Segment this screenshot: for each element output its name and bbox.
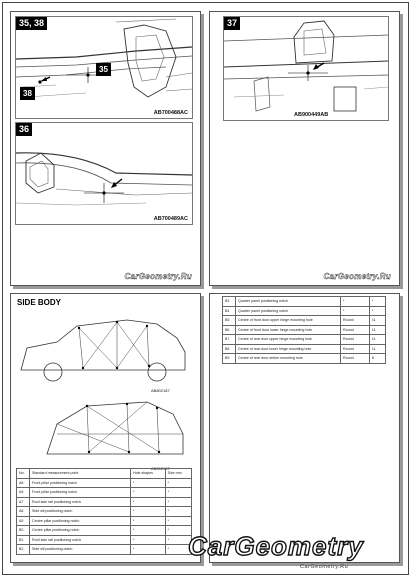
table-row (17, 516, 192, 526)
side-body-diagram-1 (17, 308, 193, 388)
cell: Front pillar positioning notch (30, 478, 131, 488)
table-row (17, 507, 192, 517)
cell: B1 (17, 535, 30, 545)
cell: * (165, 488, 191, 498)
table-row (17, 488, 192, 498)
table-header (17, 469, 192, 479)
table-row (223, 344, 386, 354)
table-header-cell: Standard measurement point (30, 469, 131, 479)
cell: * (131, 478, 166, 488)
cell: Quarter panel positioning notch (236, 306, 341, 316)
table-row (223, 335, 386, 345)
table-row (223, 325, 386, 335)
cell: * (131, 507, 166, 517)
figure-ref: AB700488AC (153, 110, 188, 116)
table-row (17, 535, 192, 545)
cell: * (131, 545, 166, 555)
cell: Round (341, 335, 370, 345)
cell: 11 (369, 325, 385, 335)
brand-logo: CarGeometry (188, 531, 364, 561)
cell: 11 (369, 316, 385, 326)
cell: * (131, 526, 166, 536)
cell: A8 (17, 507, 30, 517)
cell: Roof side rail positioning notch (30, 535, 131, 545)
cell: Centre of rear door lower hinge mounting hole (236, 344, 341, 354)
table-row (223, 297, 386, 307)
cell: * (131, 488, 166, 498)
figure-36 (15, 122, 193, 225)
label-38: 38 (20, 87, 35, 100)
cell: Centre pillar positioning notch (30, 526, 131, 536)
cell: 8 (369, 354, 385, 364)
cell: B5 (223, 316, 236, 326)
body-structure-drawing (224, 17, 388, 120)
table-row (17, 478, 192, 488)
table-row (223, 354, 386, 364)
cell: * (369, 297, 385, 307)
watermark: CarGeometry.Ru (124, 272, 192, 281)
cell: A8 (17, 478, 30, 488)
cell: Round (341, 325, 370, 335)
manual-page-4 (209, 293, 400, 563)
measurement-table (16, 468, 192, 555)
table-header-cell: Size mm (165, 469, 191, 479)
cell: * (341, 306, 370, 316)
cell: * (165, 545, 191, 555)
cell: Centre of rear door upper hinge mounting hole (236, 335, 341, 345)
cell: Round (341, 316, 370, 326)
cell: A9 (17, 488, 30, 498)
cell: * (165, 497, 191, 507)
cell: * (165, 507, 191, 517)
figure-37 (223, 16, 389, 121)
cell: B0 (17, 526, 30, 536)
cell: B6 (223, 325, 236, 335)
figure-tag: 35, 38 (16, 17, 47, 30)
cell: 11 (369, 335, 385, 345)
cell: * (369, 306, 385, 316)
cell: * (165, 478, 191, 488)
cell: Centre of front door upper hinge mounting hole (236, 316, 341, 326)
table-row (17, 526, 192, 536)
cell: * (165, 516, 191, 526)
cell: B9 (223, 354, 236, 364)
cell: B3 (223, 297, 236, 307)
body-structure-drawing (16, 123, 192, 224)
cell: A9 (17, 516, 30, 526)
cell: Roof side rail positioning notch (30, 497, 131, 507)
figure-ref: AB802187 (151, 466, 170, 471)
manual-page-2 (209, 11, 400, 286)
cell: Round (341, 354, 370, 364)
cell: Centre pillar positioning notch (30, 516, 131, 526)
watermark: CarGeometry.Ru (323, 272, 391, 281)
figure-ref: AB900449AB (294, 112, 329, 118)
figure-tag: 36 (16, 123, 32, 136)
side-body-diagram-2 (17, 394, 193, 466)
cell: B8 (223, 344, 236, 354)
figure-35-38 (15, 16, 193, 119)
cell: B7 (223, 335, 236, 345)
table-row (17, 497, 192, 507)
manual-page-3 (10, 293, 201, 563)
cell: A7 (17, 497, 30, 507)
cell: * (131, 497, 166, 507)
cell: Centre of front door lower hinge mounting hole (236, 325, 341, 335)
label-35: 35 (96, 63, 111, 76)
cell: B4 (223, 306, 236, 316)
measurement-table (222, 296, 386, 364)
cell: Round (341, 344, 370, 354)
table-header-cell: Hole shapes (131, 469, 166, 479)
table-row (223, 316, 386, 326)
manual-page-1 (10, 11, 201, 286)
cell: Centre of rear door striker mounting hole (236, 354, 341, 364)
cell: * (131, 516, 166, 526)
page-title: SIDE BODY (17, 298, 62, 307)
brand-subtitle: CarGeometry.Ru (300, 564, 349, 570)
cell: * (165, 535, 191, 545)
cell: Side sill positioning notch (30, 545, 131, 555)
cell: Side sill positioning notch (30, 507, 131, 517)
cell: Quarter panel positioning notch (236, 297, 341, 307)
figure-ref: AB802187 (151, 388, 170, 393)
figure-ref: AB700489AC (153, 216, 188, 222)
cell: B2 (17, 545, 30, 555)
cell: * (165, 526, 191, 536)
cell: * (341, 297, 370, 307)
cell: 11 (369, 344, 385, 354)
cell: Front pillar positioning notch (30, 488, 131, 498)
figure-tag: 37 (224, 17, 240, 30)
cell: * (131, 535, 166, 545)
table-header-cell: No. (17, 469, 30, 479)
table-row (17, 545, 192, 555)
table-row (223, 306, 386, 316)
